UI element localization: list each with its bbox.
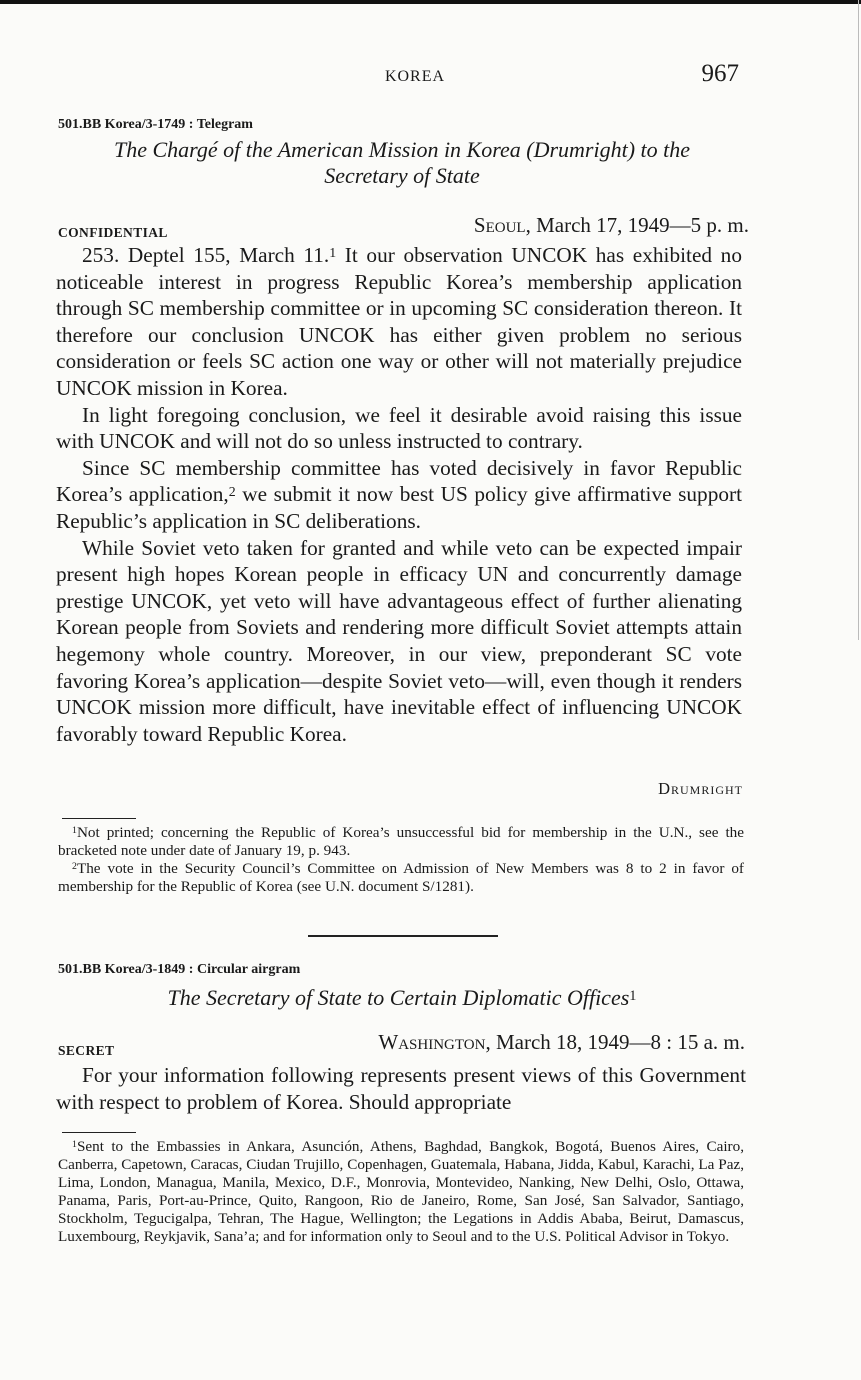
doc2-title-text: The Secretary of State to Certain Diplomatic Offices	[167, 985, 630, 1010]
doc2-place: Washington	[378, 1030, 486, 1054]
footnote-ref-1: 1	[329, 245, 337, 260]
footnote-text: Sent to the Embassies in Ankara, Asunción, Athens, Baghdad, Bangkok, Bogotá, Buenos Aires, Cairo, Canberra, Capetown, Caracas, Ciudan Trujillo, Copenhagen, Guatemala, Habana, Jidda, Kabul, Karachi, La Paz, Lima, London, Managua, Manila, Mexico, D.F., Monrovia, Montevideo, Nanking, New Delhi, Oslo, Ottawa, Panama, Paris, Port-au-Prince, Quito, Rangoon, Rio de Janeiro, Rome, San José, San Salvador, Santiago, Stockholm, Tegucigalpa, Tehran, The Hague, Wellington; the Legations in Addis Ababa, Beirut, Damascus, Luxembourg, Reykjavik, Sana’a; and for information only to Seoul and to the U.S. Political Advisor in Tokyo.	[58, 1138, 744, 1245]
doc2-body	[56, 1062, 746, 1115]
doc2-dateline	[378, 1030, 745, 1055]
footnote-marker: 1	[72, 825, 77, 836]
doc2-classification: SECRET	[58, 1043, 115, 1058]
doc1-paragraph-4: While Soviet veto taken for granted and while veto can be expected impair present high hopes Korean people in efficacy UN and concurrently damage prestige UNCOK, yet veto will have advantageous effect of further alienating Korean people from Soviets and rendering more difficult Soviet attempts attain hegemony whole country. Moreover, in our view, preponderant SC vote favoring Korea’s application—despite Soviet veto—will, even though it renders UNCOK mission more difficult, have inevitable effect of influencing UNCOK favorably toward Republic Korea.	[56, 535, 742, 746]
doc1-footnotes	[58, 824, 744, 896]
section-separator	[308, 935, 498, 937]
doc1-title-line1: The Chargé of the American Mission in Korea (Drumright) to the	[113, 137, 691, 162]
doc1-para1-text: It our observation UNCOK has exhibited no noticeable interest in progress Republic Korea’s membership application through SC membership committee or in upcoming SC consideration thereon. It therefore our conclusion UNCOK has either given problem no serious consideration or feels SC action one way or other will not materially prejudice UNCOK mission in Korea.	[56, 243, 742, 400]
doc2-file-reference: 501.BB Korea/3-1849 : Circular airgram	[58, 962, 301, 977]
doc1-classification: CONFIDENTIAL	[58, 225, 168, 240]
doc1-title-line2: Secretary of State	[324, 163, 480, 188]
footnote-text: The vote in the Security Council’s Committee on Admission of New Members was 8 to 2 in favor of membership for the Republic of Korea (see U.N. document S/1281).	[58, 860, 744, 895]
doc1-file-reference: 501.BB Korea/3-1749 : Telegram	[58, 117, 253, 132]
footnote-marker: 1	[72, 1139, 77, 1150]
doc1-footnote-2	[58, 860, 744, 896]
footnote-ref-2: 2	[228, 484, 236, 500]
page-number: 967	[701, 60, 739, 87]
doc1-para3-text-a: Since SC membership committee has voted decisively in favor Republic Korea’s application,	[56, 455, 742, 507]
doc1-signature: Drumright	[658, 779, 743, 798]
doc2-footnotes	[58, 1138, 744, 1246]
footnote-text: Not printed; concerning the Republic of Korea’s unsuccessful bid for membership in the U.N., see the bracketed note under date of January 19, p. 943.	[58, 824, 744, 859]
doc1-title	[56, 137, 748, 189]
doc1-paragraph-3	[56, 455, 742, 535]
doc1-body	[56, 242, 742, 747]
footnote-ref-1: 1	[629, 988, 637, 1004]
doc1-para1-lead: 253. Deptel 155, March 11.	[82, 243, 330, 267]
doc2-paragraph-1: For your information following represents present views of this Government with respect to problem of Korea. Should appropriate	[56, 1063, 746, 1114]
doc1-dateline	[474, 213, 749, 238]
footnote-rule	[62, 1132, 136, 1133]
doc1-place: Seoul	[473, 213, 526, 237]
doc1-paragraph-1	[56, 242, 742, 402]
doc1-paragraph-2: In light foregoing conclusion, we feel it desirable avoid raising this issue with UNCOK and will not do so unless instructed to contrary.	[56, 402, 742, 454]
footnote-marker: 2	[72, 861, 77, 872]
doc1-footnote-1	[58, 824, 744, 860]
running-head: KOREA	[384, 68, 446, 85]
footnote-rule	[62, 818, 136, 819]
doc2-date: , March 18, 1949—8 : 15 a. m.	[485, 1030, 745, 1054]
right-edge-line	[858, 0, 859, 640]
doc2-footnote-1	[58, 1138, 744, 1246]
top-border	[0, 0, 861, 4]
doc1-date: , March 17, 1949—5 p. m.	[525, 213, 749, 237]
doc2-title	[56, 985, 748, 1011]
doc1-para3-text-b: we submit it now best US policy give affirmative support Republic’s application in SC deliberations.	[56, 482, 743, 533]
